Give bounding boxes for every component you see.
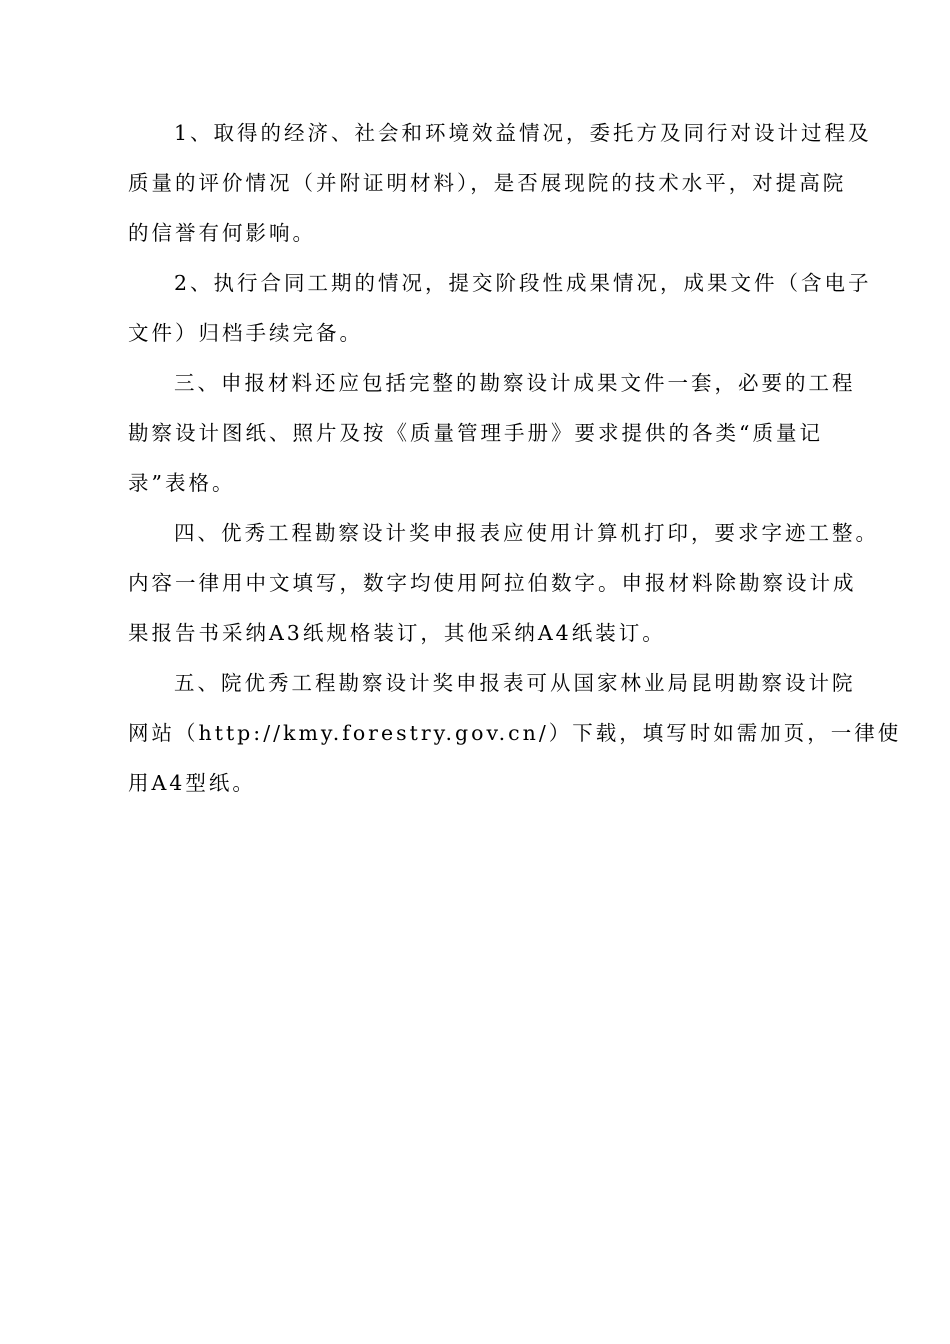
paragraph-printing-requirements [128,508,879,658]
paragraph-contract-schedule [128,258,872,358]
paragraph-download-info [128,658,902,808]
text-line: 文件）归档手续完备。 [128,321,363,345]
text-line: 网站（http://kmy.forestry.gov.cn/）下载，填写时如需加页，一律使 [128,721,902,745]
text-line: 1、取得的经济、社会和环境效益情况，委托方及同行对设计过程及 [174,121,872,145]
document-body [128,108,902,808]
text-line: 2、执行合同工期的情况，提交阶段性成果情况，成果文件（含电子 [174,271,872,295]
paragraph-application-materials [128,358,856,508]
text-line: 的信誉有何影响。 [128,221,316,245]
text-line: 质量的评价情况（并附证明材料），是否展现院的技术水平，对提高院 [128,171,847,195]
text-line: 三、申报材料还应包括完整的勘察设计成果文件一套，必要的工程 [174,371,856,395]
text-line: 内容一律用中文填写，数字均使用阿拉伯数字。申报材料除勘察设计成 [128,571,857,595]
text-line: 用A4型纸。 [128,771,256,795]
text-line: 录”表格。 [128,471,236,495]
text-line: 勘察设计图纸、照片及按《质量管理手册》要求提供的各类“质量记 [128,421,823,445]
text-line: 果报告书采纳A3纸规格装订，其他采纳A4纸装订。 [128,621,666,645]
text-line: 四、优秀工程勘察设计奖申报表应使用计算机打印，要求字迹工整。 [174,521,879,545]
paragraph-benefits [128,108,872,258]
text-line: 五、院优秀工程勘察设计奖申报表可从国家林业局昆明勘察设计院 [174,671,856,695]
